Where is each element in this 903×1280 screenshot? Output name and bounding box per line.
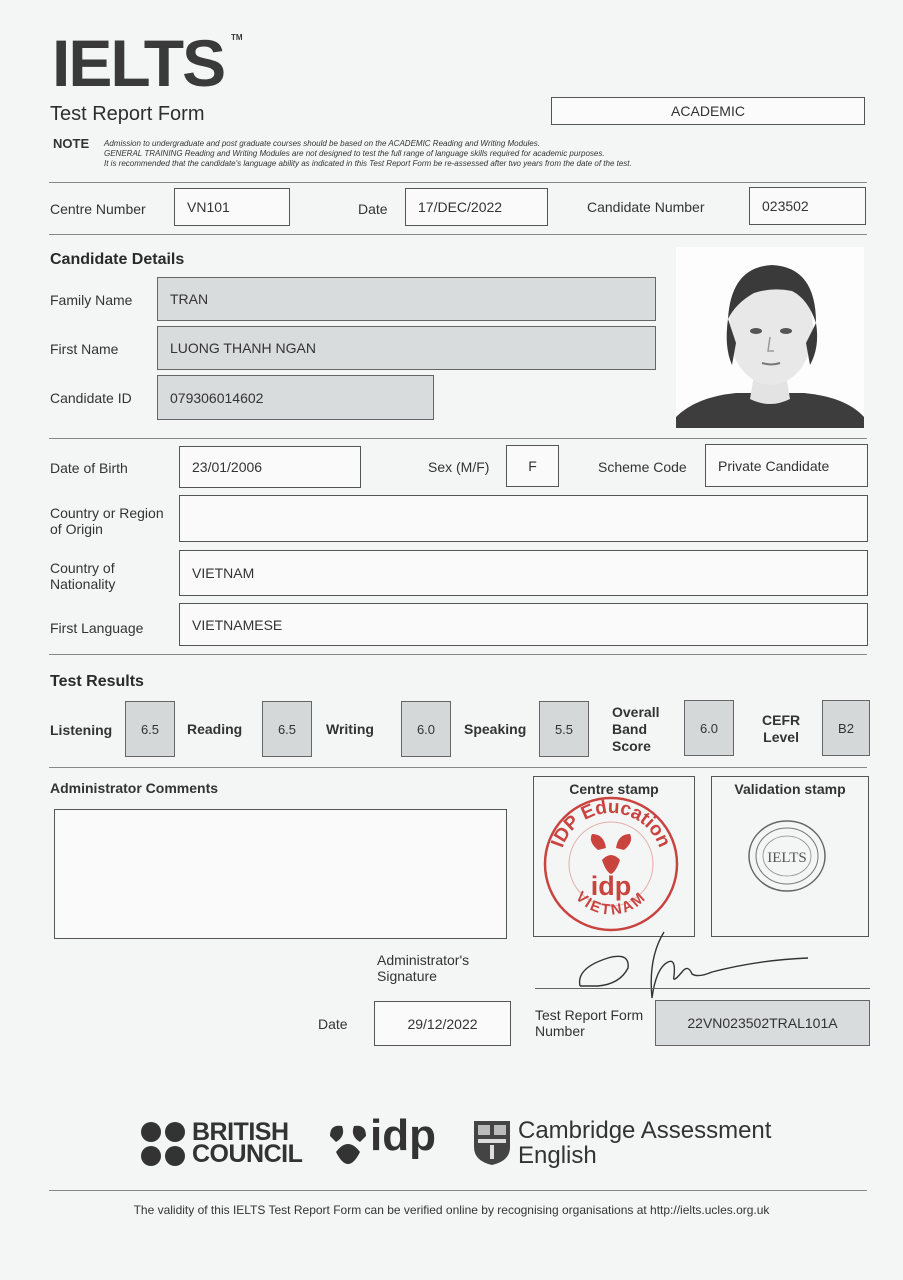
- reading-score: 6.5: [262, 701, 312, 757]
- admin-comments-label: Administrator Comments: [50, 780, 219, 796]
- overall-band-label: [612, 704, 659, 755]
- idp-centre-stamp: [536, 794, 686, 934]
- divider: [49, 438, 867, 439]
- ielts-logo: IELTS: [52, 26, 225, 100]
- sex-field: F: [506, 445, 559, 487]
- listening-score: 6.5: [125, 701, 175, 757]
- dob-field: 23/01/2006: [179, 446, 361, 488]
- candidate-photo: [676, 247, 864, 428]
- form-title: Test Report Form: [50, 103, 205, 125]
- origin-label-line: of Origin: [50, 521, 103, 537]
- family-name-field: TRAN: [157, 277, 656, 321]
- british-council-line: COUNCIL: [192, 1140, 303, 1168]
- verification-footer: The validity of this IELTS Test Report Form can be verified online by recognising organisations at http://ielts.ucles.org.uk: [133, 1203, 770, 1217]
- candidate-details-title: Candidate Details: [50, 251, 185, 268]
- stamp-idp-text: idp: [590, 871, 632, 901]
- cefr-level-label: [762, 712, 800, 746]
- cefr-level-field: B2: [822, 700, 870, 756]
- overall-label-line: Score: [612, 738, 651, 754]
- divider: [49, 1190, 867, 1191]
- centre-stamp-label: Centre stamp: [569, 781, 659, 797]
- first-language-field: VIETNAMESE: [179, 603, 868, 646]
- idp-leaf-icon: [326, 1122, 370, 1166]
- signature-label-line: Signature: [377, 968, 437, 984]
- note-line: GENERAL TRAINING Reading and Writing Modules are not designed to test the full range of language skills required for academic purposes.: [104, 149, 605, 158]
- note-label: NOTE: [53, 136, 90, 151]
- candidate-id-label: Candidate ID: [50, 390, 132, 406]
- signature-line: [535, 988, 870, 989]
- nationality-label-line: Nationality: [50, 576, 116, 592]
- writing-score: 6.0: [401, 701, 451, 757]
- family-name-label: Family Name: [50, 292, 133, 308]
- nationality-field: VIETNAM: [179, 550, 868, 596]
- nationality-label: [50, 560, 115, 592]
- admin-date-label: Date: [318, 1016, 348, 1032]
- stamp-arc-bottom: VIETNAM: [572, 888, 650, 919]
- validation-seal-text: IELTS: [767, 850, 807, 866]
- signature-label-line: Administrator's: [377, 952, 470, 968]
- divider: [49, 182, 867, 183]
- sex-label: Sex (M/F): [428, 459, 490, 475]
- overall-label-line: Overall: [612, 704, 660, 720]
- first-name-label: First Name: [50, 341, 119, 357]
- idp-logo-text: idp: [370, 1111, 436, 1160]
- speaking-score: 5.5: [539, 701, 589, 757]
- admin-comments-box: [54, 809, 507, 939]
- stamp-arc-top: IDP Education: [547, 796, 675, 851]
- origin-field: [179, 495, 868, 542]
- trademark-mark: TM: [231, 33, 243, 42]
- scheme-code-label: Scheme Code: [598, 459, 687, 475]
- divider: [49, 767, 867, 768]
- nationality-label-line: Country of: [50, 560, 115, 576]
- admin-signature: [568, 928, 818, 1000]
- centre-number-field: VN101: [174, 188, 290, 226]
- trf-label-line: Number: [535, 1023, 585, 1039]
- listening-label: Listening: [50, 722, 113, 738]
- overall-label-line: Band: [612, 721, 647, 737]
- cefr-label-line: CEFR: [762, 712, 801, 728]
- origin-label: [50, 505, 164, 537]
- validation-stamp-label: Validation stamp: [734, 781, 846, 797]
- reading-label: Reading: [187, 721, 243, 737]
- validation-seal: [745, 818, 829, 894]
- writing-label: Writing: [326, 721, 374, 737]
- divider: [49, 654, 867, 655]
- overall-band-score: 6.0: [684, 700, 734, 756]
- svg-text:IDP Education: [547, 797, 674, 851]
- first-language-label: First Language: [50, 620, 144, 636]
- cambridge-logo: [518, 1118, 771, 1168]
- trf-number-label: [535, 1007, 643, 1039]
- candidate-photo-drawing: [676, 247, 864, 428]
- test-date-field: 17/DEC/2022: [405, 188, 548, 226]
- cambridge-shield-icon: [472, 1119, 512, 1167]
- british-council-line: BRITISH: [192, 1118, 289, 1146]
- candidate-id-field: 079306014602: [157, 375, 434, 420]
- british-council-logo: [192, 1118, 303, 1168]
- cambridge-line: Cambridge Assessment: [518, 1117, 772, 1144]
- note-text: [104, 139, 804, 169]
- candidate-number-field: 023502: [749, 187, 866, 225]
- scheme-code-field: Private Candidate: [705, 444, 868, 487]
- british-council-icon: [139, 1120, 187, 1168]
- divider: [49, 234, 867, 235]
- candidate-number-label: Candidate Number: [587, 199, 705, 215]
- centre-number-label: Centre Number: [50, 201, 146, 217]
- admin-date-field: 29/12/2022: [374, 1001, 511, 1046]
- speaking-label: Speaking: [464, 721, 527, 737]
- cambridge-line: English: [518, 1142, 597, 1169]
- test-results-title: Test Results: [50, 673, 144, 690]
- module-box: ACADEMIC: [551, 97, 865, 125]
- dob-label: Date of Birth: [50, 460, 128, 476]
- trf-number-field: 22VN023502TRAL101A: [655, 1000, 870, 1046]
- origin-label-line: Country or Region: [50, 505, 164, 521]
- admin-signature-label: [377, 952, 469, 984]
- note-line: It is recommended that the candidate's language ability as indicated in this Test Report Form be re-assessed after two years from the date of the test.: [104, 159, 632, 168]
- note-line: Admission to undergraduate and post graduate courses should be based on the ACADEMIC Reading and Writing Modules.: [104, 139, 540, 148]
- date-label: Date: [358, 201, 388, 217]
- first-name-field: LUONG THANH NGAN: [157, 326, 656, 370]
- cefr-label-line: Level: [763, 729, 799, 745]
- trf-label-line: Test Report Form: [535, 1007, 644, 1023]
